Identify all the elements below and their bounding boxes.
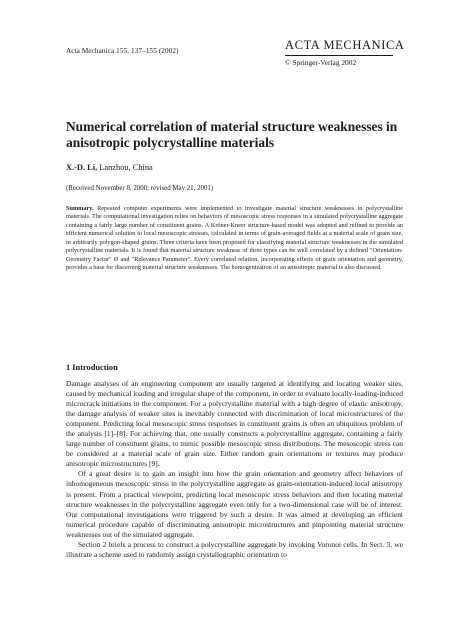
author-name: X.-D. Li, [66,163,98,172]
abstract-text: Repeated computer experiments were implemented to investigate material structure weaknesses in polycrystalline materials. The computational investigation relies on behaviors of mesoscopic stress responses in a simulated polycrystalline aggregate containing a fairly large number of constituent grains. A Kröner-Kneer structure-based model was adopted and refined to provide an efficient numerical solution to local mesoscopic stresses, calculated in terms of grain-averaged fields at a material scale of grain size, in arbitrarily polygon-shaped grains. Three criteria have been proposed for classifying material structure weaknesses in the simulated polycrystalline materials. It is found that material structure weakness of three types can be well correlated by a defined "Orientation-Geometry Factor" Ø and "Relevance Parameter". Every correlated relation, incorporating effects of grain orientation and geometry, provides a base for discerning material structure weaknesses. The homogenization of an anisotropic material is also discussed. [66,205,404,272]
abstract-label: Summary. [66,205,94,212]
article-title: Numerical correlation of material structure weaknesses in anisotropic polycrystalline materials [66,119,398,150]
section-heading: 1 Introduction [66,363,118,372]
journal-name: ACTA MECHANICA [285,38,405,52]
body-paragraph: Of a great desire is to gain an insight into how the grain orientation and geometry affect behaviors of inhomogeneous mesoscopic stress in the polycrystalline aggregate as grain-orientation-induced local anisotropy is present. From a practical viewpoint, predicting local mesoscopic stress behaviors and then locating material structure weaknesses in the polycrystalline aggregate even only for a two-dimensional case will be of interest. Our computational investigations were triggered by such a desire. It was aimed at developing an efficient numerical procedure capable of discriminating anisotropic microstructures and pinpointing material structure weaknesses out of the simulated aggregate. [66,469,403,539]
publisher-line: © Springer-Verlag 2002 [285,58,357,67]
body-paragraph: Section 2 briefs a process to construct a polycrystalline aggregate by invoking Voronoi cells. In Sect. 3, we illustrate a scheme used to randomly assign crystallographic orientation to [66,539,403,559]
author-location: Lanzhou, China [99,163,153,172]
section-body [66,379,403,560]
masthead-rule [285,55,393,56]
journal-masthead [285,38,405,67]
received-dates: (Received November 8, 2000; revised May 21, 2001) [66,185,214,192]
author-line [66,163,153,172]
citation-line: Acta Mechanica 155, 137–155 (2002) [66,47,179,55]
body-paragraph: Damage analyses of an engineering component are usually targeted at identifying and locating weaker sites, caused by mechanical loading and irregular shape of the component, in order to evaluate locally-loading-induced microcrack initiations in the component. For a polycrystalline material with a high degree of elastic anisotropy, the damage analysis of weaker sites is inevitably connected with discrimination of local microstructures of the component. Predicting local mesoscopic stress responses in constituent grains is often an ubiquitous problem of the analysis [1]–[8]. For achieving that, one usually constructs a polycrystalline aggregate, containing a fairly large number of constituent grains, to mimic possible mesoscopic stress distributions. The mesoscopic stress can be considered at a material scale of grain size. Either random grain orientations or textures may produce anisotropic microstructures [9]. [66,379,403,469]
abstract [66,205,403,273]
